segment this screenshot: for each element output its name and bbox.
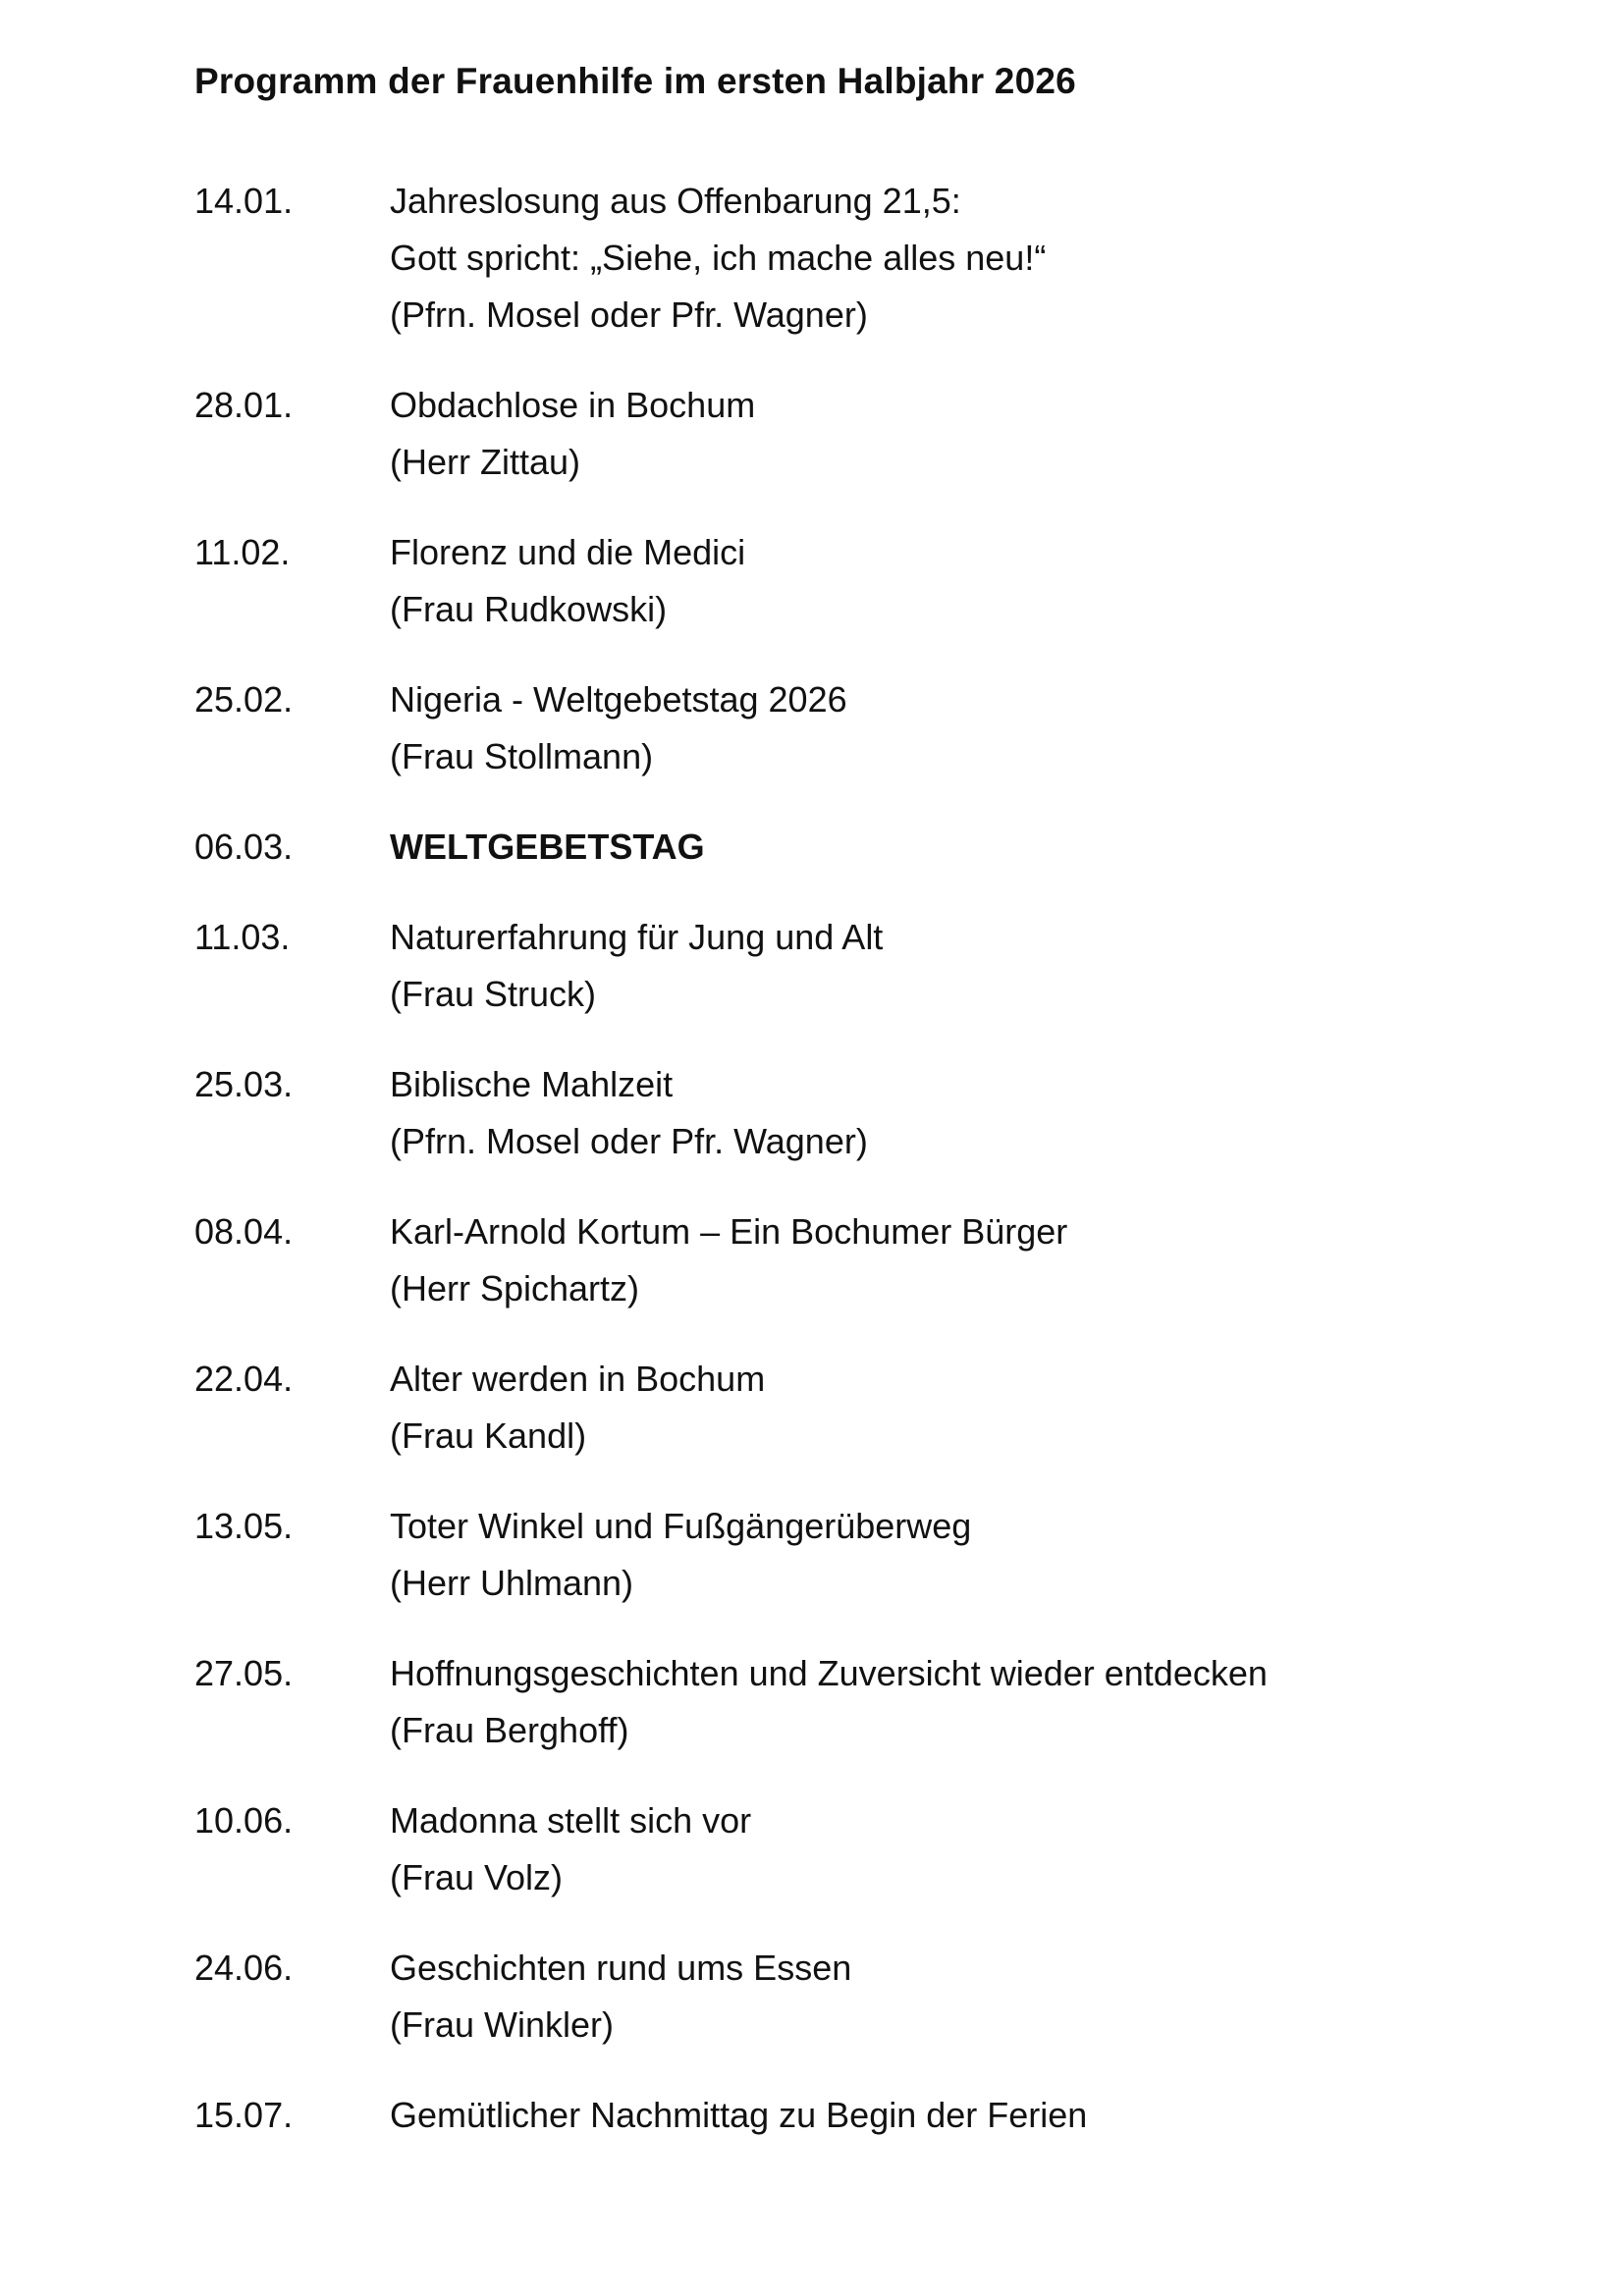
entry-content (390, 671, 1569, 785)
entry-content (390, 1203, 1569, 1317)
entry-speaker: (Frau Volz) (390, 1857, 564, 1897)
entry-content (390, 1792, 1569, 1906)
entry-speaker: (Frau Winkler) (390, 2004, 615, 2045)
entry-title: Madonna stellt sich vor (390, 1800, 752, 1841)
program-entry (194, 1940, 1569, 2054)
program-entry (194, 1203, 1569, 1317)
entry-content (390, 1940, 1569, 2054)
entry-date: 24.06. (194, 1948, 294, 1988)
entry-title: Karl-Arnold Kortum – Ein Bochumer Bürger (390, 1211, 1068, 1252)
entry-speaker: (Frau Kandl) (390, 1415, 587, 1456)
program-entry (194, 377, 1569, 491)
entry-subtitle: Gott spricht: „Siehe, ich mache alles neu!“ (390, 238, 1047, 278)
entry-speaker: (Herr Spichartz) (390, 1268, 640, 1308)
entry-date: 25.02. (194, 679, 294, 720)
entry-content (390, 2087, 1569, 2144)
program-entry (194, 1792, 1569, 1906)
entry-content (390, 909, 1569, 1023)
entry-date: 11.03. (194, 917, 291, 957)
entry-speaker: (Frau Stollmann) (390, 736, 654, 776)
program-entry (194, 819, 1569, 876)
entry-speaker: (Pfrn. Mosel oder Pfr. Wagner) (390, 1121, 868, 1161)
entry-title: Alter werden in Bochum (390, 1359, 766, 1399)
entry-title: Toter Winkel und Fußgängerüberweg (390, 1506, 972, 1546)
entry-title: Obdachlose in Bochum (390, 385, 756, 425)
entry-title: Naturerfahrung für Jung und Alt (390, 917, 884, 957)
entry-speaker: (Herr Zittau) (390, 442, 581, 482)
entry-speaker: (Pfrn. Mosel oder Pfr. Wagner) (390, 294, 868, 335)
entry-title: WELTGEBETSTAG (390, 827, 705, 867)
entry-date: 11.02. (194, 532, 291, 572)
entry-content (390, 1498, 1569, 1612)
entry-title: Gemütlicher Nachmittag zu Begin der Ferien (390, 2095, 1088, 2135)
program-entry (194, 1351, 1569, 1465)
entry-speaker: (Frau Rudkowski) (390, 589, 668, 629)
entry-content (390, 377, 1569, 491)
entry-title: Biblische Mahlzeit (390, 1064, 674, 1104)
entry-title: Nigeria - Weltgebetstag 2026 (390, 679, 847, 720)
program-entry (194, 909, 1569, 1023)
program-entry (194, 1645, 1569, 1759)
entry-content (390, 524, 1569, 638)
program-entry (194, 173, 1569, 344)
program-entry (194, 1498, 1569, 1612)
program-list (194, 173, 1569, 2177)
entry-content (390, 173, 1569, 344)
program-entry (194, 1056, 1569, 1170)
entry-date: 27.05. (194, 1653, 294, 1693)
entry-title: Hoffnungsgeschichten und Zuversicht wieder entdecken (390, 1653, 1268, 1693)
entry-date: 06.03. (194, 827, 294, 867)
entry-title: Jahreslosung aus Offenbarung 21,5: (390, 181, 961, 221)
entry-date: 08.04. (194, 1211, 294, 1252)
entry-content (390, 1056, 1569, 1170)
program-entry (194, 2087, 1569, 2144)
entry-date: 15.07. (194, 2095, 294, 2135)
program-entry (194, 524, 1569, 638)
entry-speaker: (Frau Berghoff) (390, 1710, 629, 1750)
program-entry (194, 671, 1569, 785)
entry-date: 10.06. (194, 1800, 294, 1841)
entry-speaker: (Herr Uhlmann) (390, 1563, 634, 1603)
entry-title: Florenz und die Medici (390, 532, 746, 572)
entry-content (390, 1645, 1569, 1759)
entry-date: 13.05. (194, 1506, 294, 1546)
entry-date: 25.03. (194, 1064, 294, 1104)
entry-speaker: (Frau Struck) (390, 974, 597, 1014)
entry-content (390, 1351, 1569, 1465)
entry-date: 28.01. (194, 385, 294, 425)
document-title: Programm der Frauenhilfe im ersten Halbjahr 2026 (194, 61, 1076, 101)
entry-title: Geschichten rund ums Essen (390, 1948, 852, 1988)
entry-date: 14.01. (194, 181, 294, 221)
entry-content (390, 819, 1569, 876)
entry-date: 22.04. (194, 1359, 294, 1399)
